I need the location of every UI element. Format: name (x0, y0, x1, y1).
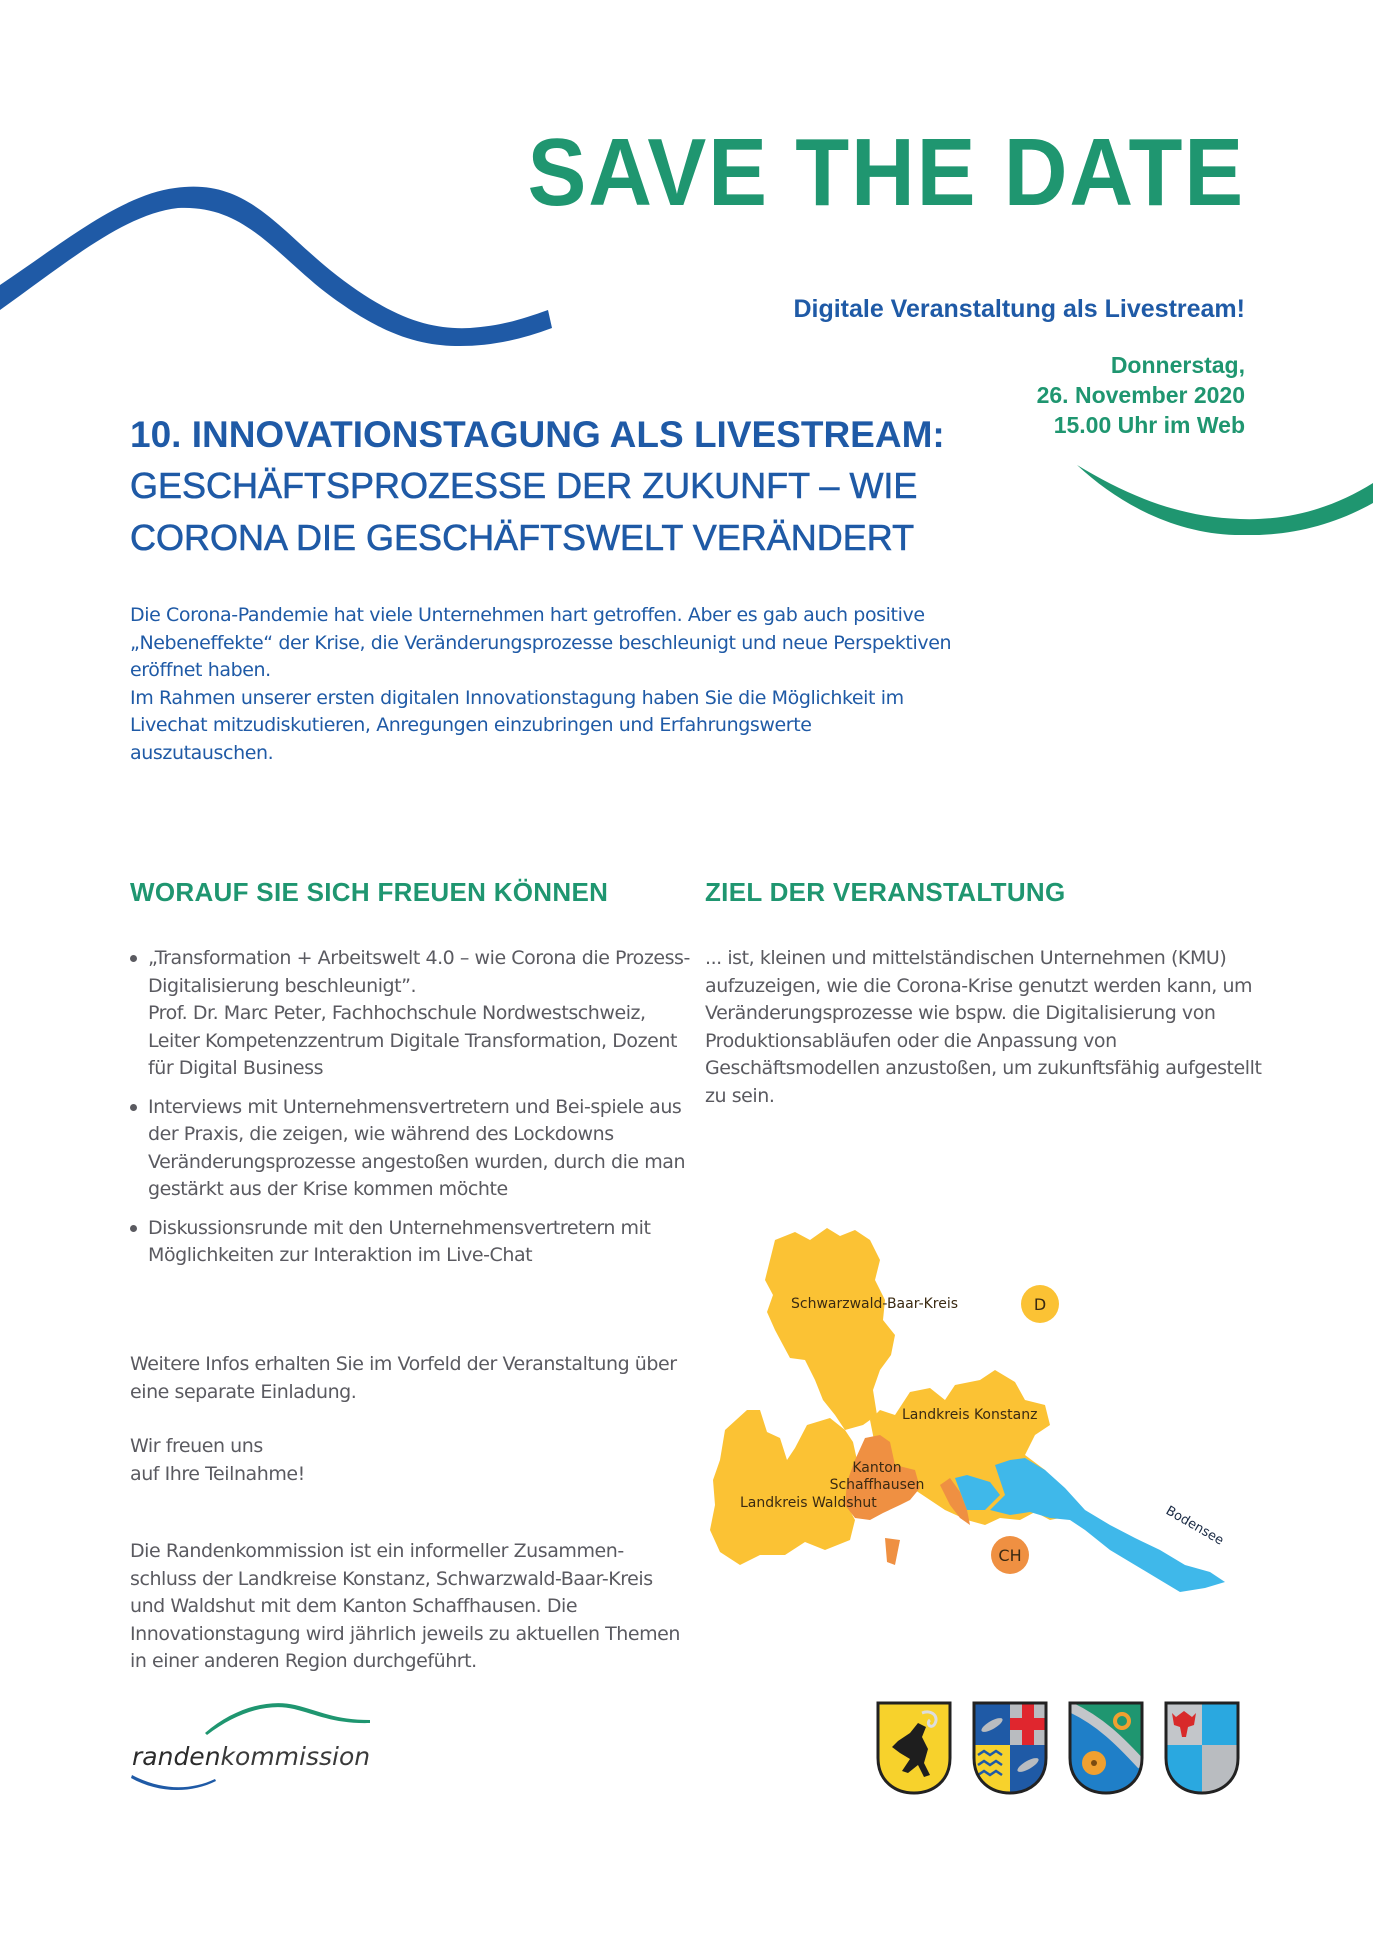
schaffhausen-arms-icon (878, 1703, 950, 1793)
map-label-waldshut: Landkreis Waldshut (740, 1495, 877, 1511)
schwarzwald-baar-arms-icon (1166, 1703, 1238, 1793)
map-region-schwarzwald-baar (765, 1228, 895, 1430)
map-label-schwarzwald-baar: Schwarzwald-Baar-Kreis (791, 1296, 959, 1312)
highlights-list (130, 945, 690, 1281)
about-paragraph: Die Randenkommission ist ein informeller Zusammen-schluss der Landkreise Konstanz, Schwarzwald-Baar-Kreis und Waldshut mit dem Kanton Schaffhausen. Die Innovationstagung wird jährlich jeweils zu aktuellen Themen in einer anderen Region durchgeführt. (130, 1540, 681, 1672)
map-label-bodensee: Bodensee (1163, 1503, 1227, 1549)
green-wave-decoration (1070, 455, 1373, 535)
bullet-icon (130, 1225, 137, 1232)
konstanz-arms-icon (974, 1703, 1046, 1793)
map-region-schaffhausen-south (885, 1538, 900, 1565)
greeting-line-2: auf Ihre Teilnahme! (130, 1462, 305, 1485)
event-headline (130, 410, 1010, 564)
headline-line-1: 10. INNOVATIONSTAGUNG ALS LIVESTREAM: (130, 414, 945, 455)
randenkommission-logo (120, 1695, 380, 1795)
map-label-kanton: Kanton (852, 1460, 902, 1476)
logo-text-bold: randen (132, 1742, 221, 1771)
region-map (705, 1220, 1345, 1600)
headline-line-3: CORONA DIE GESCHÄFTSWELT VERÄNDERT (130, 517, 915, 558)
logo-text-light: kommission (220, 1742, 371, 1771)
left-section-heading: WORAUF SIE SICH FREUEN KÖNNEN (130, 877, 609, 907)
greeting-line-1: Wir freuen uns (130, 1435, 263, 1457)
waldshut-arms-icon (1070, 1703, 1142, 1793)
bullet-icon (130, 955, 137, 962)
speaker-detail: Prof. Dr. Marc Peter, Fachhochschule Nordwestschweiz, Leiter Kompetenzzentrum Digitale Transformation, Dozent für Digital Business (148, 1002, 677, 1079)
list-item-text: Diskussionsrunde mit den Unternehmensvertretern mit Möglichkeiten zur Interaktion im Live-Chat (148, 1216, 651, 1266)
country-label-de: D (1033, 1295, 1047, 1314)
intro-paragraph-2: Im Rahmen unserer ersten digitalen Innovationstagung haben Sie die Möglichkeit im Livechat mitzudiskutieren, Anregungen einzubringen und Erfahrungswerte auszutauschen. (130, 686, 904, 764)
intro-paragraph-1: Die Corona-Pandemie hat viele Unternehmen hart getroffen. Aber es gab auch positive „Nebeneffekte“ der Krise, die Veränderungsprozesse beschleunigt und neue Perspektiven eröffnet haben. (130, 604, 952, 681)
country-label-ch: CH (998, 1546, 1022, 1565)
list-item (130, 945, 690, 1083)
event-date: 26. November 2020 (1036, 382, 1245, 408)
save-the-date-title: SAVE THE DATE (527, 119, 1245, 226)
about-randenkommission (130, 1538, 690, 1676)
event-weekday: Donnerstag, (1110, 352, 1245, 378)
svg-text:randenkommission (132, 1742, 370, 1771)
event-goal-paragraph: ... ist, kleinen und mittelständischen Unternehmen (KMU) aufzuzeigen, wie die Corona-Krise genutzt werden kann, um Veränderungsprozesse wie bspw. die Digitalisierung von Produktionsabläufen oder die Anpassung von Geschäftsmodellen anzustoßen, um zukunftsfähig aufgestellt zu sein. (705, 947, 1262, 1107)
greeting-text (130, 1433, 690, 1488)
list-item (130, 1094, 690, 1204)
right-section-heading: ZIEL DER VERANSTALTUNG (705, 877, 1066, 907)
more-info-text (130, 1351, 690, 1406)
livestream-subtitle: Digitale Veranstaltung als Livestream! (793, 295, 1245, 323)
list-item-text: „Transformation + Arbeitswelt 4.0 – wie Corona die Prozess-Digitalisierung beschleunigt”. (148, 947, 690, 997)
event-goal-text (705, 945, 1265, 1110)
map-label-schaffhausen: Schaffhausen (829, 1477, 925, 1493)
event-time: 15.00 Uhr im Web (1053, 412, 1245, 438)
list-item (130, 1215, 690, 1270)
list-item-text: Interviews mit Unternehmensvertretern und Bei-spiele aus der Praxis, die zeigen, wie während des Lockdowns Veränderungsprozesse angestoßen wurden, durch die man gestärkt aus der Krise kommen möchte (148, 1095, 686, 1200)
more-info-paragraph: Weitere Infos erhalten Sie im Vorfeld der Veranstaltung über eine separate Einladung. (130, 1353, 677, 1403)
coats-of-arms (870, 1695, 1260, 1795)
bullet-icon (130, 1104, 137, 1111)
map-label-konstanz: Landkreis Konstanz (902, 1407, 1038, 1423)
headline-line-2: GESCHÄFTSPROZESSE DER ZUKUNFT – WIE (130, 465, 918, 506)
intro-text (130, 602, 960, 767)
